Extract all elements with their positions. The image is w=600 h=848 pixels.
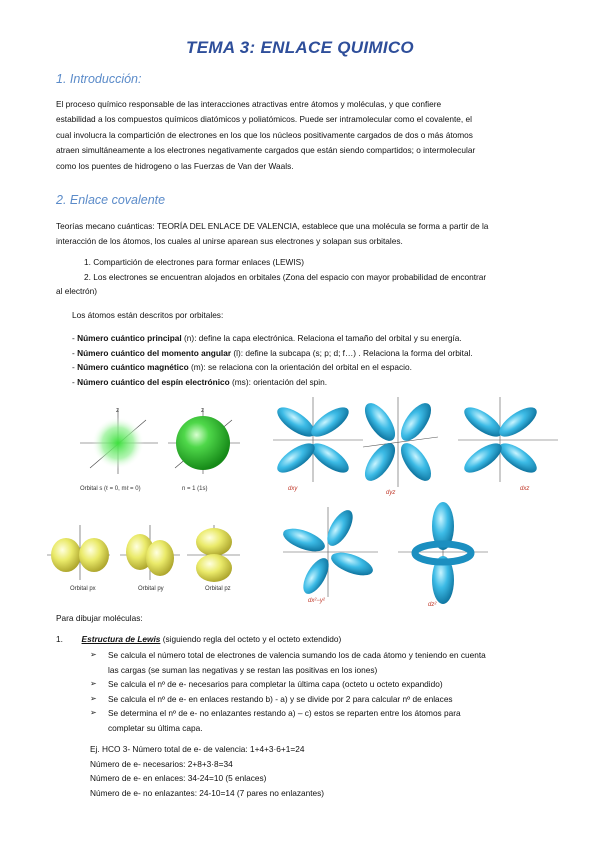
example-line: Número de e- en enlaces: 34-24=10 (5 enlaces) — [90, 773, 267, 783]
quantum-number-magnetic: - Número cuántico magnético (m): se relaciona con la orientación del orbital en el espacio. — [72, 362, 412, 372]
arrow-bullet-icon: ➢ — [90, 708, 97, 717]
pz-lobe — [196, 554, 232, 582]
quantum-number-spin: - Número cuántico del espín electrónico (ms): orientación del spin. — [72, 376, 328, 387]
lewis-step: ➢ Se calcula el nº de e- necesarios para completar la última capa (octeto u octeto expandido) — [90, 677, 566, 692]
caption-pz: Orbital pz — [205, 586, 231, 592]
label-dxz: dxz — [520, 486, 530, 492]
intro-paragraph — [56, 97, 564, 174]
lewis-step: ➢ Se calcula el nº de e- en enlaces restando b) - a) y se divide por 2 para calcular nº de enlaces — [90, 692, 566, 707]
caption-s-orbital: Orbital s (ℓ = 0, mℓ = 0) — [80, 486, 141, 492]
svg-text:z: z — [201, 408, 204, 414]
orbitals-intro: Los átomos están descritos por orbitales: — [72, 310, 224, 320]
intro-line: atraen simultáneamente a los electrones negativamente cargados que están siendo compartidos; o intermolecular — [56, 145, 476, 156]
theory-line: interacción de los átomos, los cuales al unirse aparean sus electrones y solapan sus orbitales. — [56, 235, 403, 246]
drawing-intro: Para dibujar moléculas: — [56, 613, 143, 623]
lewis-heading: 1. Estructura de Lewis (siguiendo regla del octeto y el octeto extendido) — [56, 634, 342, 644]
point-item: 1. Compartición de electrones para formar enlaces (LEWIS) — [84, 257, 304, 267]
intro-line: cual involucra la compartición de electrones en los que los núcleos positivamente cargados de dos o más átomos — [56, 129, 473, 140]
label-dx2y2: dx²−y² — [308, 598, 325, 604]
quantum-numbers-list — [72, 331, 572, 389]
s-orbital-figure — [60, 398, 250, 498]
label-dxy: dxy — [288, 486, 298, 492]
lewis-step: ➢ Se determina el nº de e- no enlazantes restando a) – c) estos se reparten entre los átomos para completar su última capa. — [90, 706, 566, 735]
s-orbital-cloud — [92, 417, 144, 469]
s-orbital-sphere — [176, 416, 230, 470]
px-lobe — [79, 538, 109, 572]
quantum-number-principal: - Número cuántico principal (n): define la capa electrónica. Relaciona el tamaño del orbital y su energía. — [72, 333, 462, 343]
example-block — [90, 742, 566, 800]
section-heading-enlace-covalente: 2. Enlace covalente — [56, 193, 166, 207]
arrow-bullet-icon: ➢ — [90, 679, 97, 688]
point-item: 2. Los electrones se encuentran alojados en orbitales (Zona del espacio con mayor probabilidad de encontrar — [84, 271, 487, 282]
d-orbitals-figure — [268, 392, 568, 612]
label-dz2: dz² — [428, 602, 437, 608]
intro-line: estabilidad a los compuestos químicos diatómicos y poliatómicos. Puede ser intramolecular como el covalente, el — [56, 114, 472, 125]
point-item-continuation: al electrón) — [56, 286, 98, 296]
points-list — [56, 255, 568, 299]
section-heading-introduccion: 1. Introducción: — [56, 72, 142, 86]
lewis-steps — [90, 648, 566, 735]
page-title: TEMA 3: ENLACE QUIMICO — [186, 38, 414, 57]
pz-lobe — [196, 528, 232, 556]
intro-line: El proceso químico responsable de las interacciones atractivas entre átomos y moléculas, y que confiere — [56, 99, 442, 109]
example-line: Ej. HCO 3- Número total de e- de valencia: 1+4+3·6+1=24 — [90, 744, 305, 754]
arrow-bullet-icon: ➢ — [90, 650, 97, 659]
example-line: Número de e- no enlazantes: 24-10=14 (7 pares no enlazantes) — [90, 787, 325, 798]
svg-text:z: z — [116, 408, 119, 414]
lewis-title: Estructura de Lewis — [81, 634, 161, 644]
caption-py: Orbital py — [138, 586, 164, 592]
theory-line: Teorías mecano cuánticas: TEORÍA DEL ENLACE DE VALENCIA, establece que una molécula se forma a partir de la — [56, 221, 489, 231]
label-dyz: dyz — [386, 490, 396, 496]
s-orbital-diagram — [60, 398, 250, 498]
caption-px: Orbital px — [70, 586, 96, 592]
d-orbitals-diagram — [268, 392, 568, 612]
lewis-step: ➢ Se calcula el número total de electrones de valencia sumando los de cada átomo y teniendo en cuenta las cargas (se suman las negativas y se restan las positivas en los iones) — [90, 648, 566, 677]
quantum-number-angular: - Número cuántico del momento angular (l): define la subcapa (s; p; d; f…) . Relaciona la forma del orbital. — [72, 347, 473, 358]
example-line: Número de e- necesarios: 2+8+3·8=34 — [90, 758, 233, 769]
px-lobe — [51, 538, 81, 572]
py-lobe — [146, 540, 174, 576]
caption-n1: n = 1 (1s) — [182, 486, 208, 492]
arrow-bullet-icon: ➢ — [90, 693, 97, 703]
theory-paragraph — [56, 219, 566, 248]
intro-line: como los puentes de hidrogeno o las Fuerzas de Van der Waals. — [56, 160, 294, 171]
